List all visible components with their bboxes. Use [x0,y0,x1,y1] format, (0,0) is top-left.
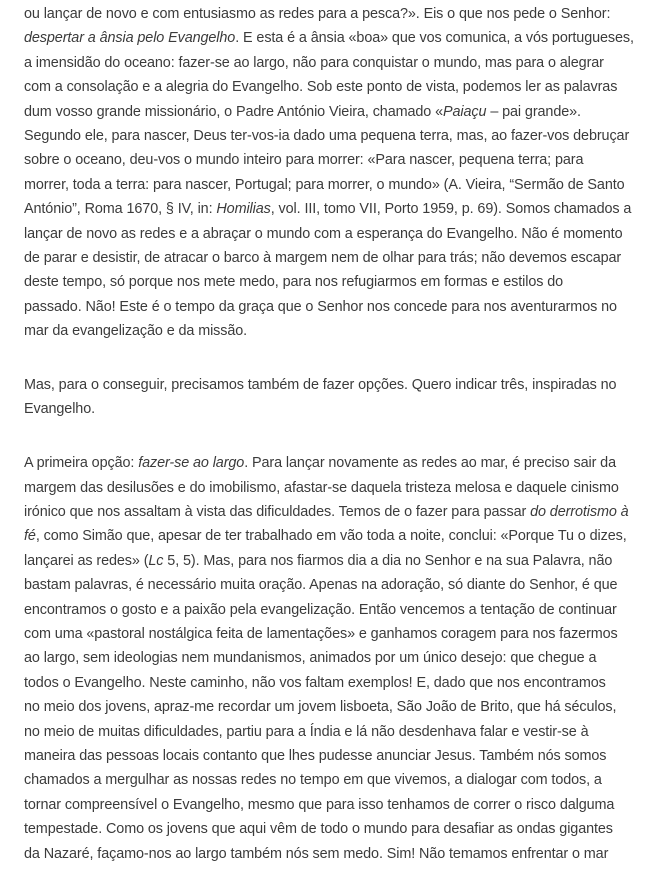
text-line [24,2,648,26]
text-line [24,246,648,270]
text-run: mar da evangelização e da missão. [24,323,248,340]
text-line [24,842,648,866]
homily-text [24,2,648,888]
text-run: margem das desilusões e do imobilismo, afastar-se daquela tristeza melosa e daquele cinismo [24,479,619,496]
text-line [24,148,648,172]
text-run: , como Simão que, apesar de ter trabalhado em vão toda a noite, conclui: «Porque Tu o dizes, [35,528,627,545]
text-run: deste tempo, só porque nos mete medo, para nos refugiarmos em formas e estilos do [24,274,564,291]
italic-text: fazer-se ao largo [138,455,245,472]
text-line [24,720,648,744]
italic-text: despertar a ânsia pelo Evangelho [24,30,236,47]
text-line [24,173,648,197]
text-run: a imensidão do oceano: fazer-se ao largo, não para conquistar o mundo, mas para o alegrar [24,54,604,71]
text-run: morrer, toda a terra: para nascer, Portugal; para morrer, o mundo» (A. Vieira, “Sermão de Santo [24,176,625,193]
text-line [24,793,648,817]
text-run: . Para lançar novamente as redes ao mar, é preciso sair da [244,455,616,472]
text-line [24,549,648,573]
paragraph [24,451,648,866]
text-run: 5, 5). Mas, para nos fiarmos dia a dia no Senhor e na sua Palavra, não [163,552,613,569]
text-line [24,319,648,343]
text-run: dum vosso grande missionário, o Padre António Vieira, chamado « [24,103,444,120]
text-line [24,598,648,622]
text-run: passado. Não! Este é o tempo da graça que o Senhor nos concede para nos aventurarmos no [24,298,617,315]
text-line [24,671,648,695]
text-run: todos o Evangelho. Neste caminho, não vos faltam exemplos! E, dado que nos encontramos [24,674,606,691]
text-run: chamados a mergulhar as nossas redes no tempo em que vivemos, a dialogar com todos, a [24,772,602,789]
text-run: António”, Roma 1670, § IV, in: [24,201,217,218]
italic-text: fé [24,528,36,545]
italic-text: Homilias [216,201,271,218]
text-line [24,373,648,397]
text-line [24,524,648,548]
text-line [24,26,648,50]
text-line [24,75,648,99]
text-line [24,744,648,768]
italic-text: Lc [148,552,164,569]
text-line [24,646,648,670]
text-run: no meio dos jovens, apraz-me recordar um jovem lisboeta, São João de Brito, que há séculos, [24,699,617,716]
text-line [24,451,648,475]
text-run: maneira das pessoas locais contanto que lhes pudesse anunciar Jesus. Também nós somos [24,747,607,764]
text-run: irónico que nos assaltam à vista das dificuldades. Temos de o fazer para passar [24,504,531,521]
text-line [24,270,648,294]
text-run: tornar compreensível o Evangelho, mesmo que para isso tenhamos de correr o risco dalguma [24,796,615,813]
text-run: da Nazaré, façamo-nos ao largo também nós sem medo. Sim! Não temamos enfrentar o mar [24,845,609,862]
text-run: Mas, para o conseguir, precisamos também de fazer opções. Quero indicar três, inspiradas no [24,376,617,393]
text-run: com uma «pastoral nostálgica feita de lamentações» e ganhamos coragem para nos fazermos [24,625,618,642]
text-line [24,817,648,841]
text-run: ao largo, sem ideologias nem mundanismos, animados por um único desejo: que chegue a [24,650,597,667]
text-line [24,622,648,646]
text-run: , vol. III, tomo VII, Porto 1959, p. 69). Somos chamados a [270,201,632,218]
text-line [24,197,648,221]
text-run: ou lançar de novo e com entusiasmo as redes para a pesca?». Eis o que nos pede o Senhor: [24,6,611,22]
paragraph [24,373,648,422]
italic-text: do derrotismo à [530,504,629,521]
italic-text: Paiaçu [443,103,487,120]
text-run: Evangelho. [24,401,96,418]
text-line [24,295,648,319]
text-run: sobre o oceano, deu-vos o mundo inteiro para morrer: «Para nascer, pequena terra; para [24,152,584,169]
text-run: . E esta é a ânsia «boa» que vos comunica, a vós portugueses, [235,30,634,47]
text-run: no meio de muitas dificuldades, partiu para a Índia e lá não desdenhava falar e vestir-se à [24,723,589,740]
text-run: com a consolação e a alegria do Evangelho. Sob este ponto de vista, podemos ler as palavras [24,79,618,96]
text-line [24,51,648,75]
text-line [24,695,648,719]
text-run: de parar e desistir, de atracar o barco à margem nem de olhar para trás; não devemos escapar [24,249,622,266]
text-line [24,768,648,792]
text-run: encontramos o gosto e a paixão pela evangelização. Então vencemos a tentação de continuar [24,601,617,618]
text-line [24,573,648,597]
text-run: lançarei as redes» ( [24,552,149,569]
text-line [24,476,648,500]
text-line [24,222,648,246]
text-run: lançar de novo as redes e a abraçar o mundo com a esperança do Evangelho. Não é momento [24,225,623,242]
text-line [24,124,648,148]
text-run: A primeira opção: [24,455,139,472]
text-line [24,500,648,524]
paragraph [24,2,648,343]
text-run: – pai grande». [486,103,581,120]
text-run: tempestade. Como os jovens que aqui vêm de todo o mundo para desafiar as ondas gigantes [24,821,613,838]
text-run: bastam palavras, é necessário muita oração. Apenas na adoração, só diante do Senhor, é que [24,577,618,594]
text-line [24,100,648,124]
text-run: Segundo ele, para nascer, Deus ter-vos-ia dado uma pequena terra, mas, ao fazer-vos debruçar [24,127,630,144]
text-line [24,397,648,421]
